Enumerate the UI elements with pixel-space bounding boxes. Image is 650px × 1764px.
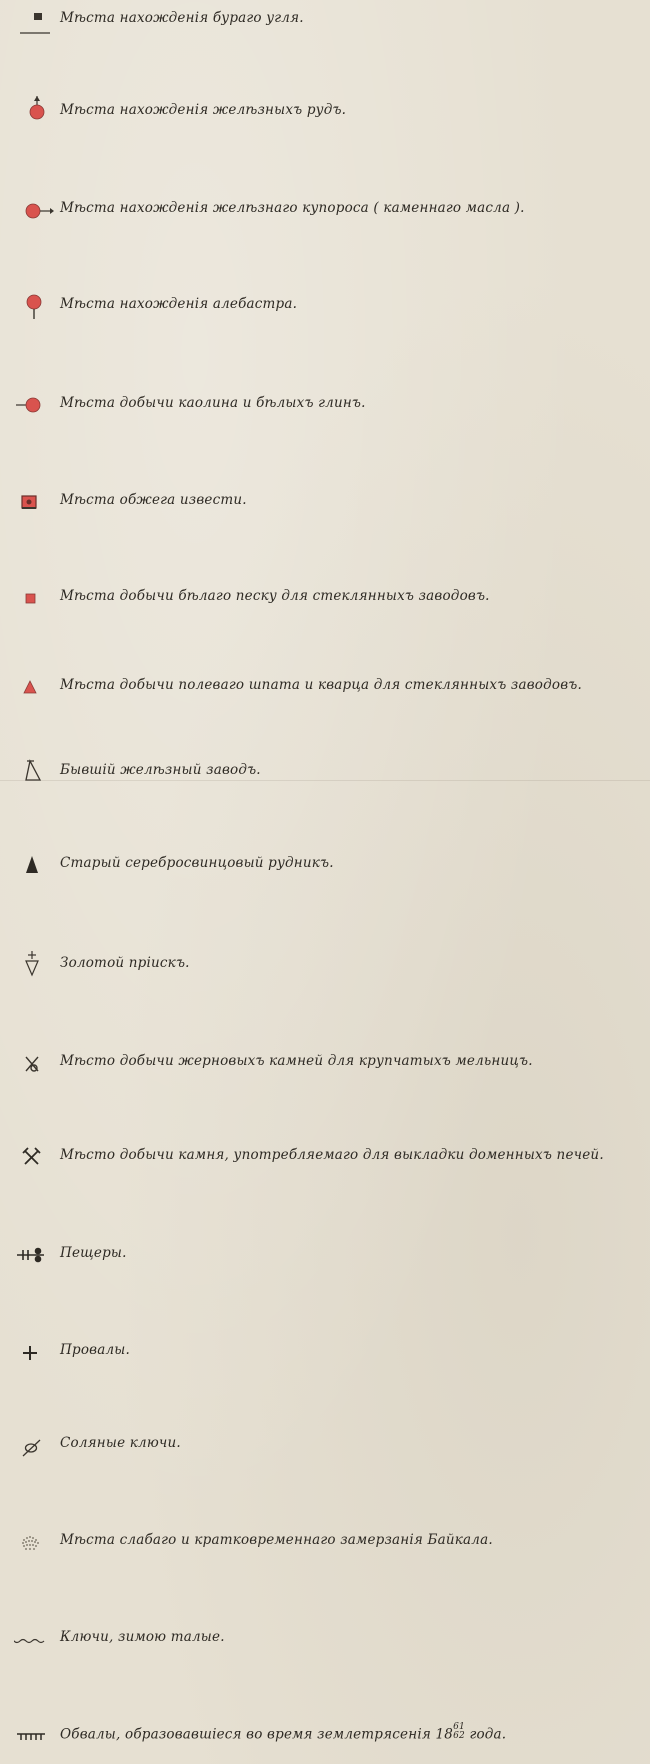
earthquake-landslide-icon bbox=[14, 1716, 58, 1756]
legend-item-lime bbox=[0, 482, 650, 522]
legend-label: Мѣста нахожденія бураго угля. bbox=[60, 10, 304, 26]
salt-spring-icon bbox=[14, 1425, 58, 1465]
legend-item-caves bbox=[0, 1235, 650, 1275]
former-ironworks-icon bbox=[14, 752, 58, 792]
legend-label: Мѣста нахожденія желѣзныхъ рудъ. bbox=[60, 102, 347, 118]
legend-label: Мѣсто добычи камня, употребляемаго для выкладки доменныхъ печей. bbox=[60, 1147, 604, 1163]
legend-label: Мѣста обжега извести. bbox=[60, 492, 247, 508]
furnace-stone-quarry-icon bbox=[14, 1137, 58, 1177]
iron-ore-icon bbox=[14, 92, 58, 132]
legend-label-earthquake bbox=[60, 1722, 507, 1744]
legend-item-ironworks bbox=[0, 752, 650, 792]
year-suffix: года. bbox=[469, 1726, 507, 1743]
legend-label: Ключи, зимою талые. bbox=[60, 1629, 225, 1645]
legend-label: Провалы. bbox=[60, 1342, 130, 1358]
brown-coal-icon bbox=[14, 0, 58, 40]
legend-label: Старый серебросвинцовый рудникъ. bbox=[60, 855, 334, 871]
kaolin-icon bbox=[14, 385, 58, 425]
legend-label: Мѣста добычи полеваго шпата и кварца для стеклянныхъ заводовъ. bbox=[60, 677, 582, 693]
year-bottom: 62 bbox=[453, 1731, 465, 1741]
legend-item-feldspar bbox=[0, 667, 650, 707]
sand-icon bbox=[14, 578, 58, 618]
legend-label: Золотой пріискъ. bbox=[60, 955, 190, 971]
feldspar-icon bbox=[14, 667, 58, 707]
legend-item-vitriol bbox=[0, 190, 650, 230]
gold-mine-icon bbox=[14, 945, 58, 985]
lime-kiln-icon bbox=[14, 482, 58, 522]
sinkhole-icon bbox=[14, 1332, 58, 1372]
legend-item-weak-freezing bbox=[0, 1522, 650, 1562]
legend-item-silver-lead bbox=[0, 845, 650, 885]
legend-item-brown-coal bbox=[0, 0, 650, 40]
legend-item-gold bbox=[0, 945, 650, 985]
year-prefix: 18 bbox=[435, 1726, 454, 1743]
legend-item-kaolin bbox=[0, 385, 650, 425]
legend-label: Бывшій желѣзный заводъ. bbox=[60, 762, 261, 778]
silver-lead-mine-icon bbox=[14, 845, 58, 885]
legend-item-earthquake bbox=[0, 1716, 650, 1756]
year-fraction bbox=[453, 1723, 465, 1741]
legend-label: Мѣсто добычи жерновыхъ камней для крупчатыхъ мельницъ. bbox=[60, 1053, 533, 1069]
legend-item-winter-thaw bbox=[0, 1619, 650, 1659]
legend-item-salt-springs bbox=[0, 1425, 650, 1465]
legend-label: Мѣста добычи каолина и бѣлыхъ глинъ. bbox=[60, 395, 366, 411]
thaw-spring-icon bbox=[14, 1619, 58, 1659]
earthquake-text: Обвалы, образовавшіеся во время землетрясенія bbox=[60, 1726, 431, 1743]
legend-item-sand bbox=[0, 578, 650, 618]
legend-item-furnace-stone bbox=[0, 1137, 650, 1177]
legend-item-millstones bbox=[0, 1043, 650, 1083]
alabaster-icon bbox=[14, 286, 58, 326]
legend-label: Мѣста слабаго и кратковременнаго замерзанія Байкала. bbox=[60, 1532, 493, 1548]
legend-item-iron-ore bbox=[0, 92, 650, 132]
legend-item-alabaster bbox=[0, 286, 650, 326]
legend-label: Пещеры. bbox=[60, 1245, 127, 1261]
cave-icon bbox=[14, 1235, 58, 1275]
iron-vitriol-icon bbox=[14, 190, 58, 230]
millstone-quarry-icon bbox=[14, 1043, 58, 1083]
year-top: 61 bbox=[453, 1722, 465, 1732]
weak-freezing-icon bbox=[14, 1522, 58, 1562]
legend-label: Мѣста добычи бѣлаго песку для стеклянныхъ заводовъ. bbox=[60, 588, 490, 604]
legend-label: Мѣста нахожденія алебастра. bbox=[60, 296, 298, 312]
legend-item-sinkholes bbox=[0, 1332, 650, 1372]
legend-label: Мѣста нахожденія желѣзнаго купороса ( каменнаго масла ). bbox=[60, 200, 525, 216]
legend-label: Соляные ключи. bbox=[60, 1435, 181, 1451]
